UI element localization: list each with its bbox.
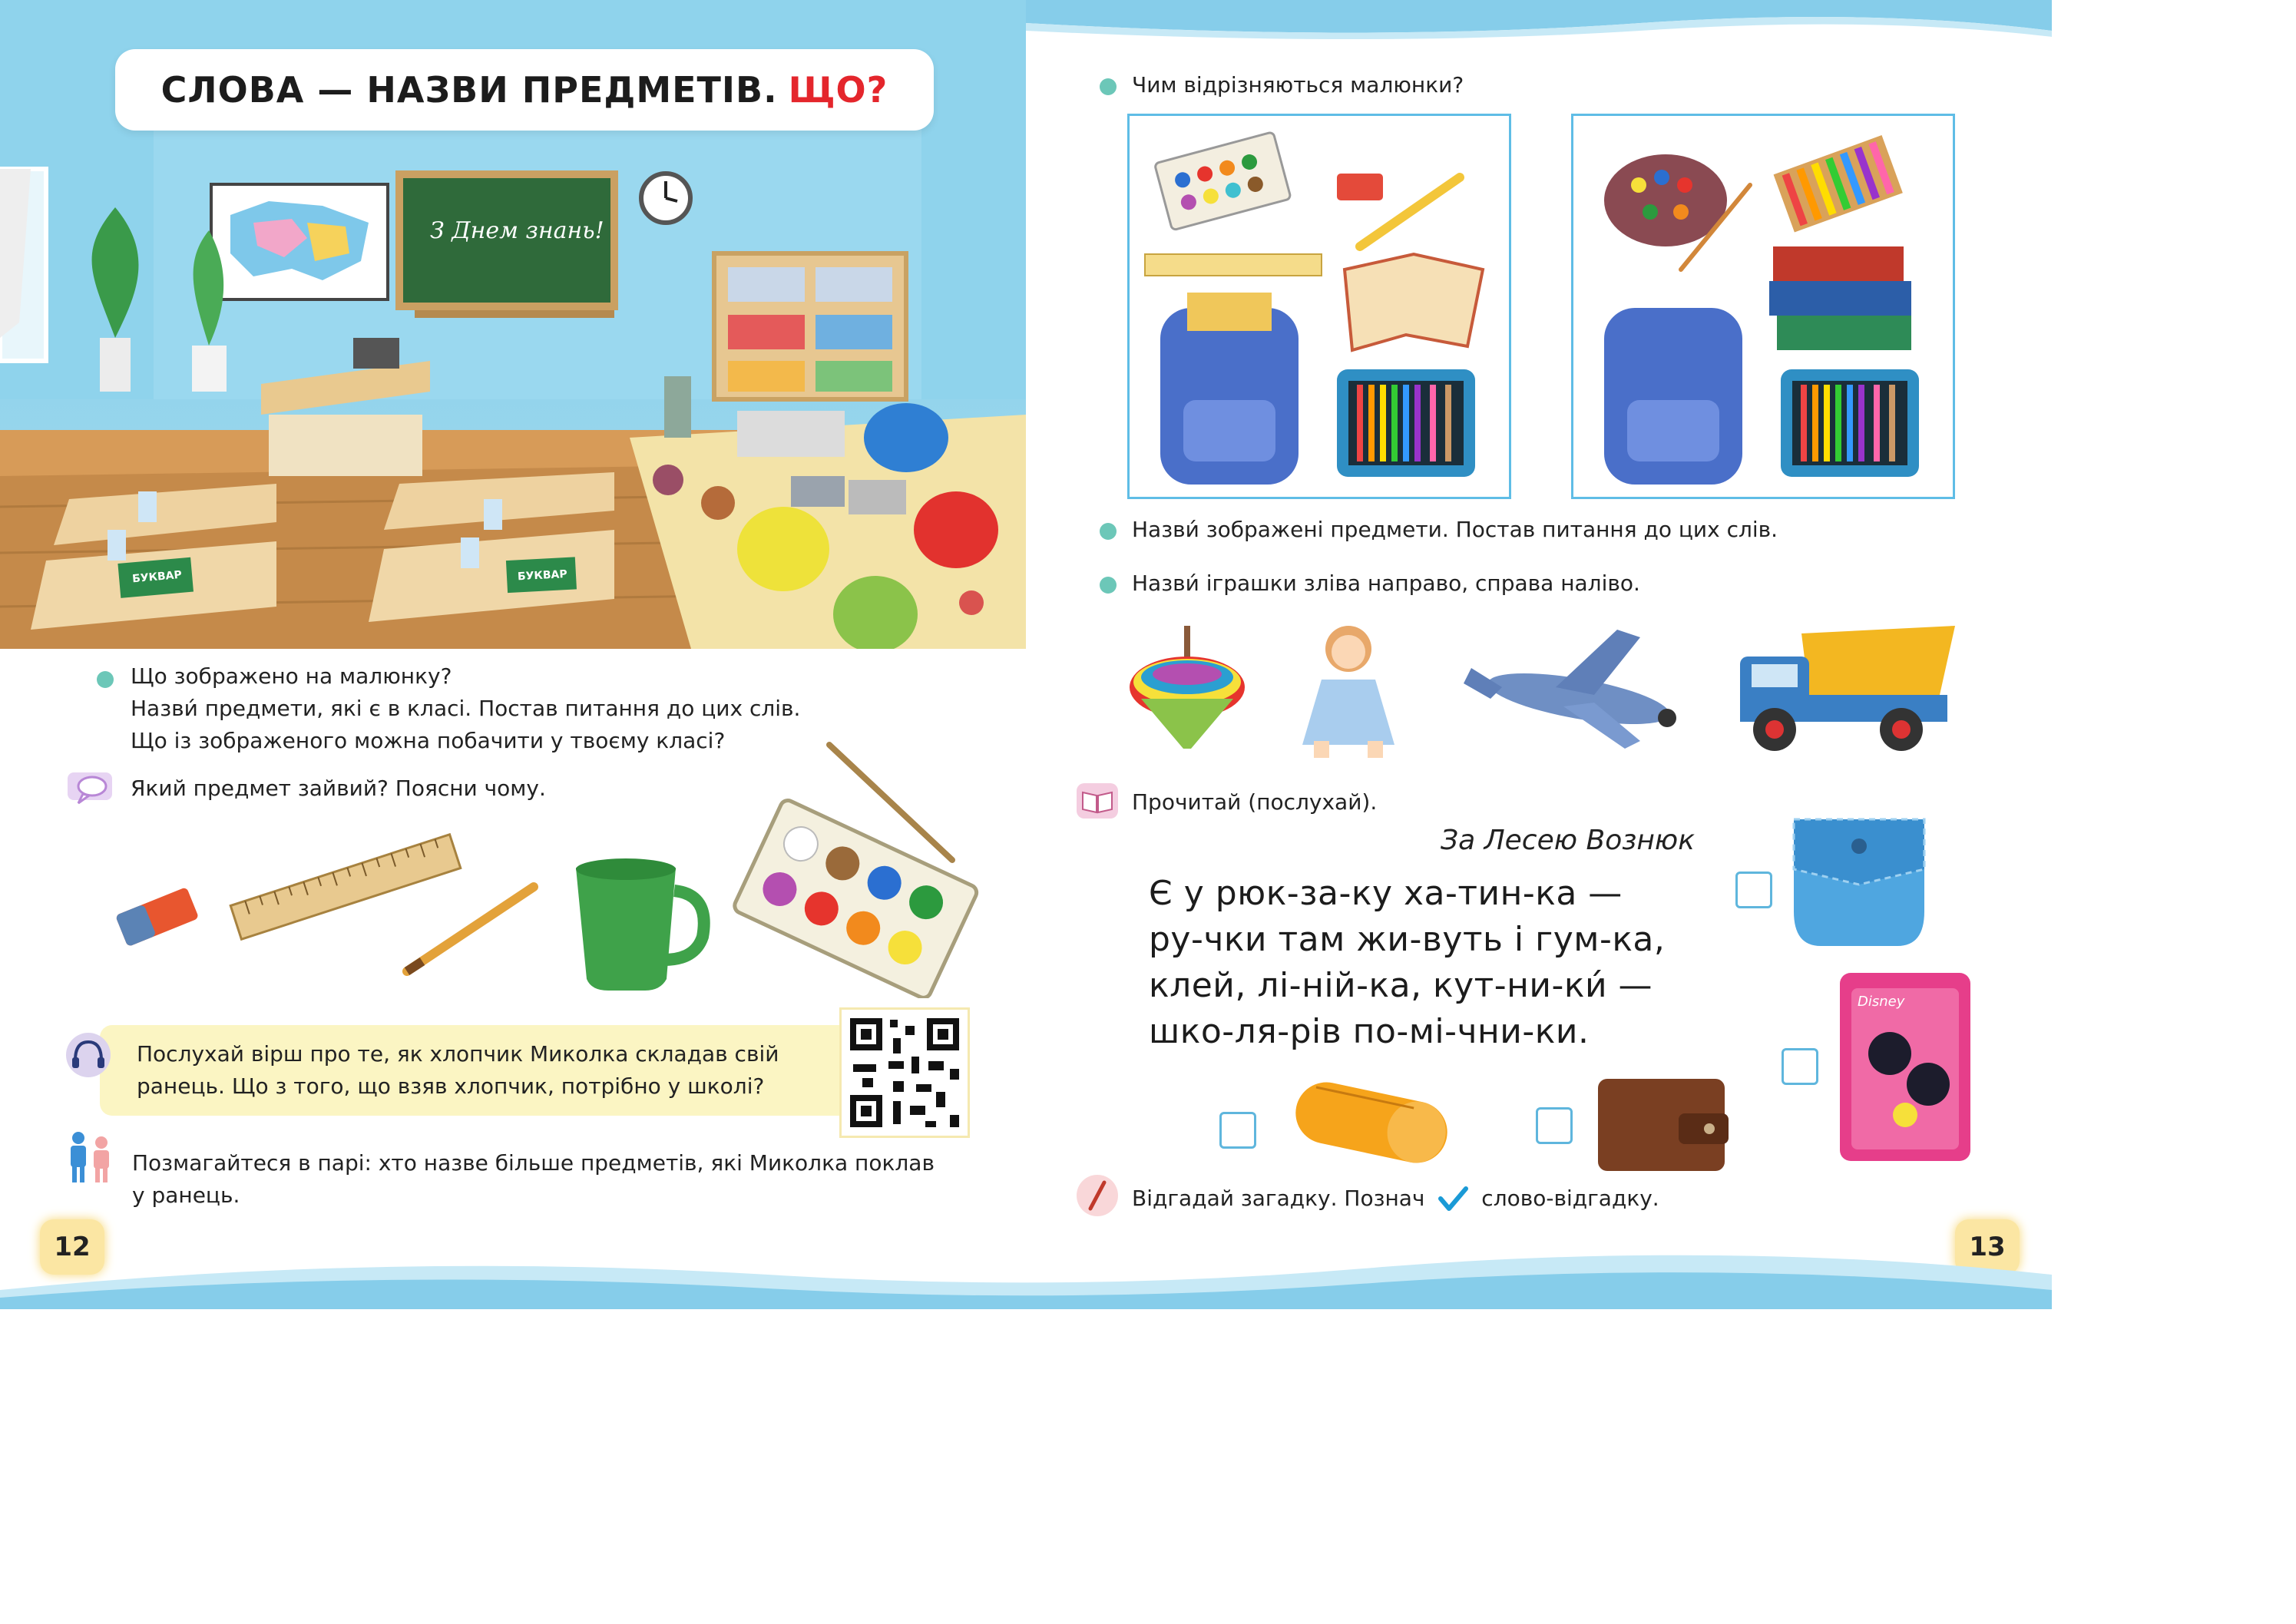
question-4 (132, 1147, 961, 1212)
poem-author: За Лесею Вознюк (1441, 825, 1695, 856)
qr-code-icon[interactable] (839, 1007, 970, 1138)
robot-toy (664, 376, 691, 438)
small-doll (959, 590, 984, 615)
spinning-top-icon (1118, 614, 1256, 760)
primer-book-label-1: БУКВАР (131, 568, 183, 586)
page-title (115, 49, 934, 131)
school-items-set-1 (1130, 116, 1509, 497)
page-right (1026, 0, 2052, 1309)
question-3-line-2: ранець. Що з того, що взяв хлопчик, потрібно у школі? (137, 1073, 765, 1099)
right-question-5 (1132, 1182, 1659, 1215)
right-question-3: Назви́ іграшки зліва направо, справа наліво. (1132, 571, 1640, 596)
folder-brand-text: Disney (1858, 994, 1905, 1010)
question-2: Який предмет зайвий? Поясни чому. (131, 776, 546, 801)
page-number-left: 12 (40, 1219, 104, 1275)
pair-work-icon (63, 1130, 117, 1184)
title-main: СЛОВА — НАЗВИ ПРЕДМЕТІВ. (160, 69, 778, 111)
checkmark-icon (1437, 1186, 1468, 1212)
chalkboard-text: З Днем знань! (430, 217, 604, 244)
answer-checkbox-folder[interactable] (1782, 1048, 1818, 1085)
airplane-icon (1448, 614, 1694, 760)
question-1-line-2: Назви́ предмети, які є в класі. Постав питання до цих слів. (131, 696, 801, 721)
palette-icon (1604, 154, 1750, 270)
headphones-icon (65, 1031, 112, 1079)
doll-icon (1291, 618, 1406, 764)
books-stack-icon (1769, 246, 1911, 350)
pocket-icon (1790, 815, 1928, 950)
speech-bubble-icon (66, 771, 114, 806)
orange-pencil-case-icon (1279, 1069, 1464, 1176)
open-book-icon (1345, 254, 1483, 350)
poem-line-2: ру-чки там жи-вуть і гум-ка, (1149, 920, 1666, 959)
doll-toy (653, 465, 683, 495)
question-1-line-1: Що зображено на малюнку? (131, 663, 452, 689)
primer-book-label-2: БУКВАР (517, 567, 568, 584)
beanbag-blue (864, 403, 948, 472)
question-3 (137, 1038, 828, 1103)
book-icon (1075, 782, 1120, 820)
bullet-icon (97, 671, 114, 688)
pink-folder-icon (1836, 969, 1974, 1165)
question-3-line-1: Послухай вірш про те, як хлопчик Миколка складав свій (137, 1041, 779, 1067)
bullet-icon (1100, 523, 1117, 540)
bottom-wave-decoration (0, 1221, 2052, 1309)
pencil-case-icon (1781, 369, 1919, 477)
sharpener-icon (1337, 174, 1383, 200)
wallet-icon (1594, 1075, 1732, 1175)
answer-checkbox-pocket[interactable] (1735, 872, 1772, 908)
backpack-icon (1160, 293, 1299, 485)
question-1-line-3: Що із зображеного можна побачити у твоєму класі? (131, 728, 726, 753)
page-left (0, 0, 1026, 1309)
top-wave-decoration (1026, 0, 2052, 46)
beanbag-red (914, 491, 998, 568)
bullet-icon (1100, 78, 1117, 95)
dump-truck-icon (1725, 610, 1963, 764)
title-accent: ЩО? (788, 69, 888, 111)
laptop (353, 338, 399, 369)
toy-car (791, 476, 845, 507)
picture-frame-left (1127, 114, 1511, 499)
cup-icon (561, 852, 714, 998)
poem (1149, 871, 1665, 1055)
toy-tractor (849, 480, 906, 514)
beanbag-yellow (737, 507, 829, 591)
riddle-brush-icon (1075, 1173, 1120, 1218)
bullet-icon (1100, 577, 1117, 594)
pencil-case-icon (1337, 369, 1475, 477)
eraser-icon (108, 883, 207, 952)
poem-line-4: шко-ля-рів по-мі-чни-ки. (1149, 1012, 1590, 1051)
watercolor-paints-icon (729, 737, 983, 998)
question-4-line-1: Позмагайтеся в парі: хто назве більше предметів, які Миколка поклав (132, 1150, 935, 1176)
right-question-4: Прочитай (послухай). (1132, 789, 1378, 815)
riddle-instruction-part-2: слово-відгадку. (1481, 1186, 1659, 1211)
picture-frame-right (1571, 114, 1955, 499)
answer-checkbox-wallet[interactable] (1536, 1107, 1573, 1144)
ruler-icon (1145, 254, 1322, 276)
backpack-icon (1604, 308, 1742, 485)
question-4-line-2: у ранець. (132, 1182, 240, 1208)
poem-line-1: Є у рюк-за-ку ха-тин-ка — (1149, 874, 1623, 913)
right-question-1: Чим відрізняються малюнки? (1132, 72, 1464, 98)
teddy-bear (701, 486, 735, 520)
answer-checkbox-pencil-case[interactable] (1219, 1112, 1256, 1149)
poem-line-3: клей, лі-ній-ка, кут-ни-ки́ — (1149, 966, 1653, 1005)
watercolor-box-icon (1154, 132, 1291, 230)
page-number-right: 13 (1955, 1219, 2020, 1275)
colored-pencils-icon (1774, 135, 1903, 232)
school-items-set-2 (1573, 116, 1953, 497)
right-question-2: Назви́ зображені предмети. Постав питання до цих слів. (1132, 517, 1778, 542)
riddle-instruction-part-1: Відгадай загадку. Познач (1132, 1186, 1425, 1211)
pencil-icon (392, 875, 545, 983)
